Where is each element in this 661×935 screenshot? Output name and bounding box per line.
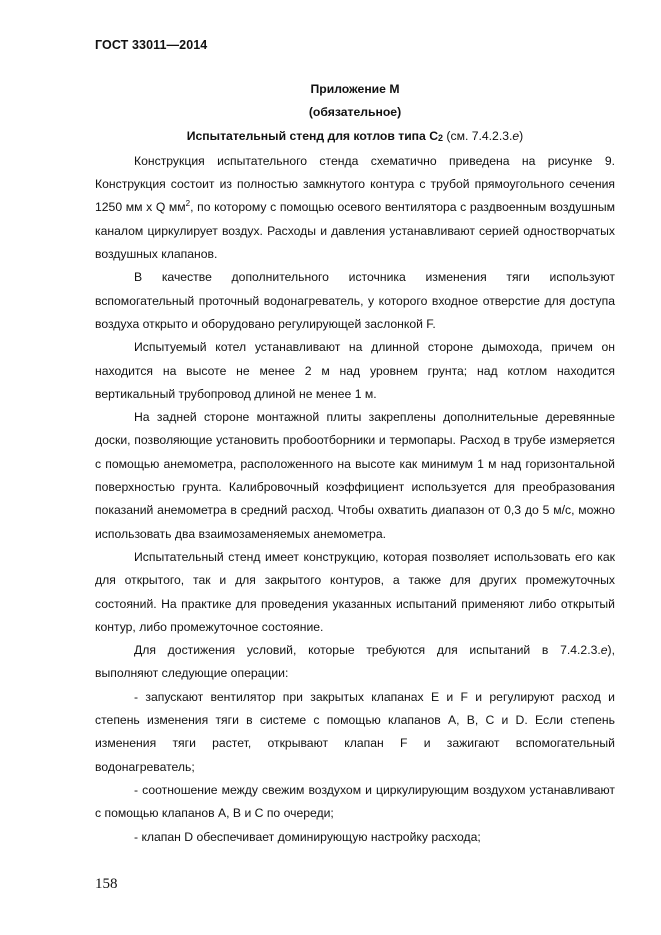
paragraph-4: На задней стороне монтажной плиты закреплены дополнительные деревянные доски, позволяющие установить пробоотборники и термопары. Расход в трубе измеряется с помощью анемометра, расположенного на высоте как минимум 1 м над горизонтальной поверхностью грунта. Калибровочный коэффициент используется для преобразования показаний анемометра в средний расход. Чтобы охватить диапазон от 0,3 до 5 м/с, можно использовать два взаимозаменяемых анемометра. [95, 410, 615, 541]
paragraph-6: Для достижения условий, которые требуются для испытаний в 7.4.2.3.е), выполняют следующие операции: [95, 643, 615, 681]
heading-main: Испытательный стенд для котлов типа С [186, 128, 439, 143]
list-item-1: - запускают вентилятор при закрытых клапанах E и F и регулируют расход и степень изменения тяги в системе с помощью клапанов А, В, С и D. Если степень изменения тяги растет, открывают клапан F и зажигают вспомогательный водонагреватель; [95, 689, 615, 774]
list-item-3: - клапан D обеспечивает доминирующую настройку расхода; [134, 829, 481, 844]
page-number: 158 [95, 876, 118, 892]
paragraph-3: Испытуемый котел устанавливают на длинной стороне дымохода, причем он находится на высоте не менее 2 м над уровнем грунта; над котлом находится вертикальный трубопровод длиной не менее 1 м. [95, 340, 615, 401]
page-body [95, 78, 615, 849]
appendix-status: (обязательное) [308, 105, 402, 120]
appendix-heading [95, 125, 615, 150]
heading-ref: (см. 7.4.2.3.е) [443, 128, 524, 143]
paragraph-1: Конструкция испытательного стенда схематично приведена на рисунке 9. Конструкция состоит из полностью замкнутого контура с трубой прямоугольного сечения 1250 мм х Q $мм^2$, по которому с помощью осевого вентилятора с раздвоенным воздушным каналом циркулирует воздух. Расходы и давления устанавливают серией одностворчатых воздушных клапанов. [95, 153, 615, 262]
standard-header: ГОСТ 33011—2014 [95, 38, 208, 52]
paragraph-5: Испытательный стенд имеет конструкцию, которая позволяет использовать его как для открытого, так и для закрытого контуров, а также для других промежуточных состояний. На практике для проведения указанных испытаний применяют либо открытый контур, либо промежуточное состояние. [95, 549, 615, 634]
heading-subscript: 2 [438, 132, 444, 143]
appendix-title: Приложение М [310, 82, 400, 96]
list-item-2: - соотношение между свежим воздухом и циркулирующим воздухом устанавливают с помощью клапанов А, В и С по очереди; [95, 782, 615, 821]
paragraph-2: В качестве дополнительного источника изменения тяги используют вспомогательный проточный водонагреватель, у которого входное отверстие для доступа воздуха открыто и оборудовано регулирующей заслонкой F. [95, 270, 615, 331]
